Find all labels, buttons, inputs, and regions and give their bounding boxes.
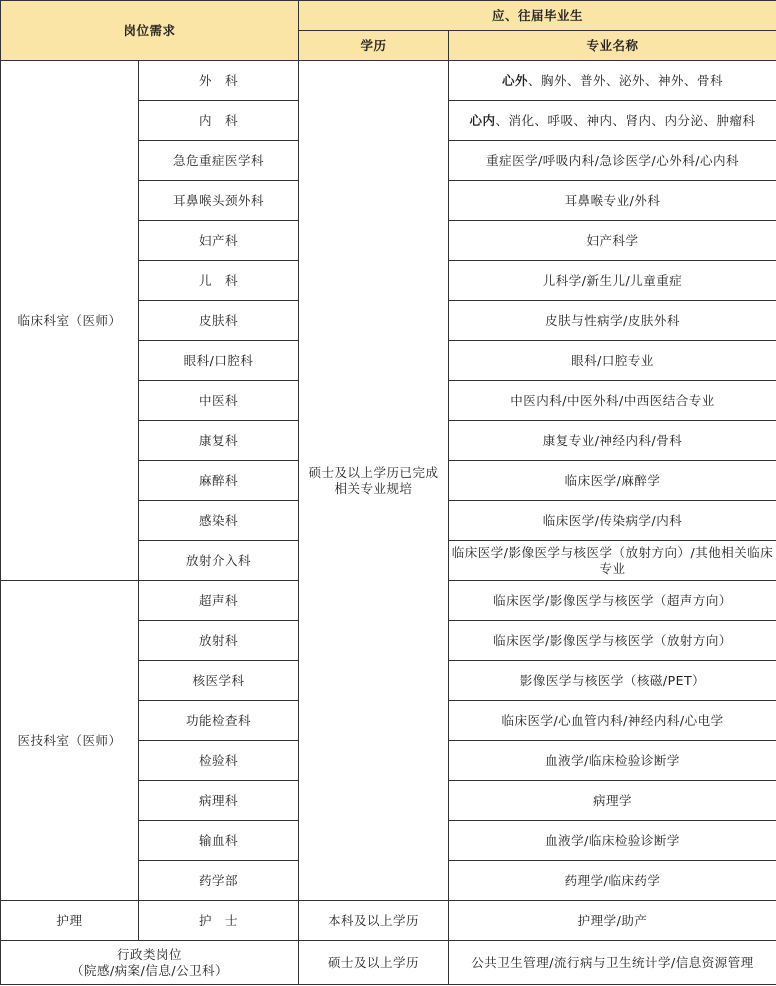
dept-cell: 妇产科 — [139, 221, 299, 261]
major-cell: 中医内科/中医外科/中西医结合专业 — [449, 381, 776, 421]
major-cell: 妇产科学 — [449, 221, 776, 261]
dept-cell: 护 士 — [139, 901, 299, 941]
dept-cell: 中医科 — [139, 381, 299, 421]
major-cell: 血液学/临床检验诊断学 — [449, 821, 776, 861]
dept-cell: 急危重症医学科 — [139, 141, 299, 181]
dept-cell: 放射科 — [139, 621, 299, 661]
header-education: 学历 — [299, 31, 449, 61]
header-graduates: 应、往届毕业生 — [299, 1, 776, 31]
dept-cell: 输血科 — [139, 821, 299, 861]
major-cell: 耳鼻喉专业/外科 — [449, 181, 776, 221]
group-nursing: 护理 — [1, 901, 139, 941]
dept-cell: 核医学科 — [139, 661, 299, 701]
major-text: 、消化、呼吸、神内、肾内、内分泌、肿瘤科 — [495, 112, 756, 128]
major-cell: 护理学/助产 — [449, 901, 776, 941]
major-cell — [449, 101, 776, 141]
major-cell: 临床医学/影像医学与核医学（放射方向）/其他相关临床专业 — [449, 541, 776, 581]
dept-cell: 康复科 — [139, 421, 299, 461]
admin-subtitle: （院感/病案/信息/公卫科） — [70, 962, 229, 978]
major-cell: 临床医学/心血管内科/神经内科/心电学 — [449, 701, 776, 741]
major-cell: 公共卫生管理/流行病与卫生统计学/信息资源管理 — [449, 941, 776, 985]
dept-cell: 放射介入科 — [139, 541, 299, 581]
major-cell: 康复专业/神经内科/骨科 — [449, 421, 776, 461]
dept-cell: 感染科 — [139, 501, 299, 541]
shared-education: 硕士及以上学历已完成相关专业规培 — [299, 61, 449, 901]
dept-cell: 耳鼻喉头颈外科 — [139, 181, 299, 221]
group-medtech: 医技科室（医师） — [1, 581, 139, 901]
major-cell: 临床医学/影像医学与核医学（超声方向） — [449, 581, 776, 621]
admin-education: 硕士及以上学历 — [299, 941, 449, 985]
major-cell: 重症医学/呼吸内科/急诊医学/心外科/心内科 — [449, 141, 776, 181]
major-cell: 血液学/临床检验诊断学 — [449, 741, 776, 781]
dept-cell: 外 科 — [139, 61, 299, 101]
major-cell: 药理学/临床药学 — [449, 861, 776, 901]
nursing-education: 本科及以上学历 — [299, 901, 449, 941]
dept-cell: 内 科 — [139, 101, 299, 141]
dept-cell: 药学部 — [139, 861, 299, 901]
dept-cell: 功能检查科 — [139, 701, 299, 741]
header-position: 岗位需求 — [1, 1, 299, 61]
major-cell: 临床医学/传染病学/内科 — [449, 501, 776, 541]
major-cell: 眼科/口腔专业 — [449, 341, 776, 381]
major-bold: 心内 — [469, 112, 496, 128]
group-admin — [1, 941, 299, 985]
major-cell: 影像医学与核医学（核磁/PET） — [449, 661, 776, 701]
dept-cell: 病理科 — [139, 781, 299, 821]
major-cell: 临床医学/影像医学与核医学（放射方向） — [449, 621, 776, 661]
dept-cell: 检验科 — [139, 741, 299, 781]
dept-cell: 超声科 — [139, 581, 299, 621]
admin-title: 行政类岗位 — [117, 946, 183, 962]
header-major: 专业名称 — [449, 31, 776, 61]
major-cell: 皮肤与性病学/皮肤外科 — [449, 301, 776, 341]
dept-cell: 皮肤科 — [139, 301, 299, 341]
dept-cell: 眼科/口腔科 — [139, 341, 299, 381]
major-cell: 儿科学/新生儿/儿童重症 — [449, 261, 776, 301]
major-text: 、胸外、普外、泌外、神外、骨科 — [528, 72, 724, 88]
major-cell: 临床医学/麻醉学 — [449, 461, 776, 501]
dept-cell: 麻醉科 — [139, 461, 299, 501]
group-clinical: 临床科室（医师） — [1, 61, 139, 581]
dept-cell: 儿 科 — [139, 261, 299, 301]
major-cell — [449, 61, 776, 101]
major-cell: 病理学 — [449, 781, 776, 821]
major-bold: 心外 — [502, 72, 529, 88]
